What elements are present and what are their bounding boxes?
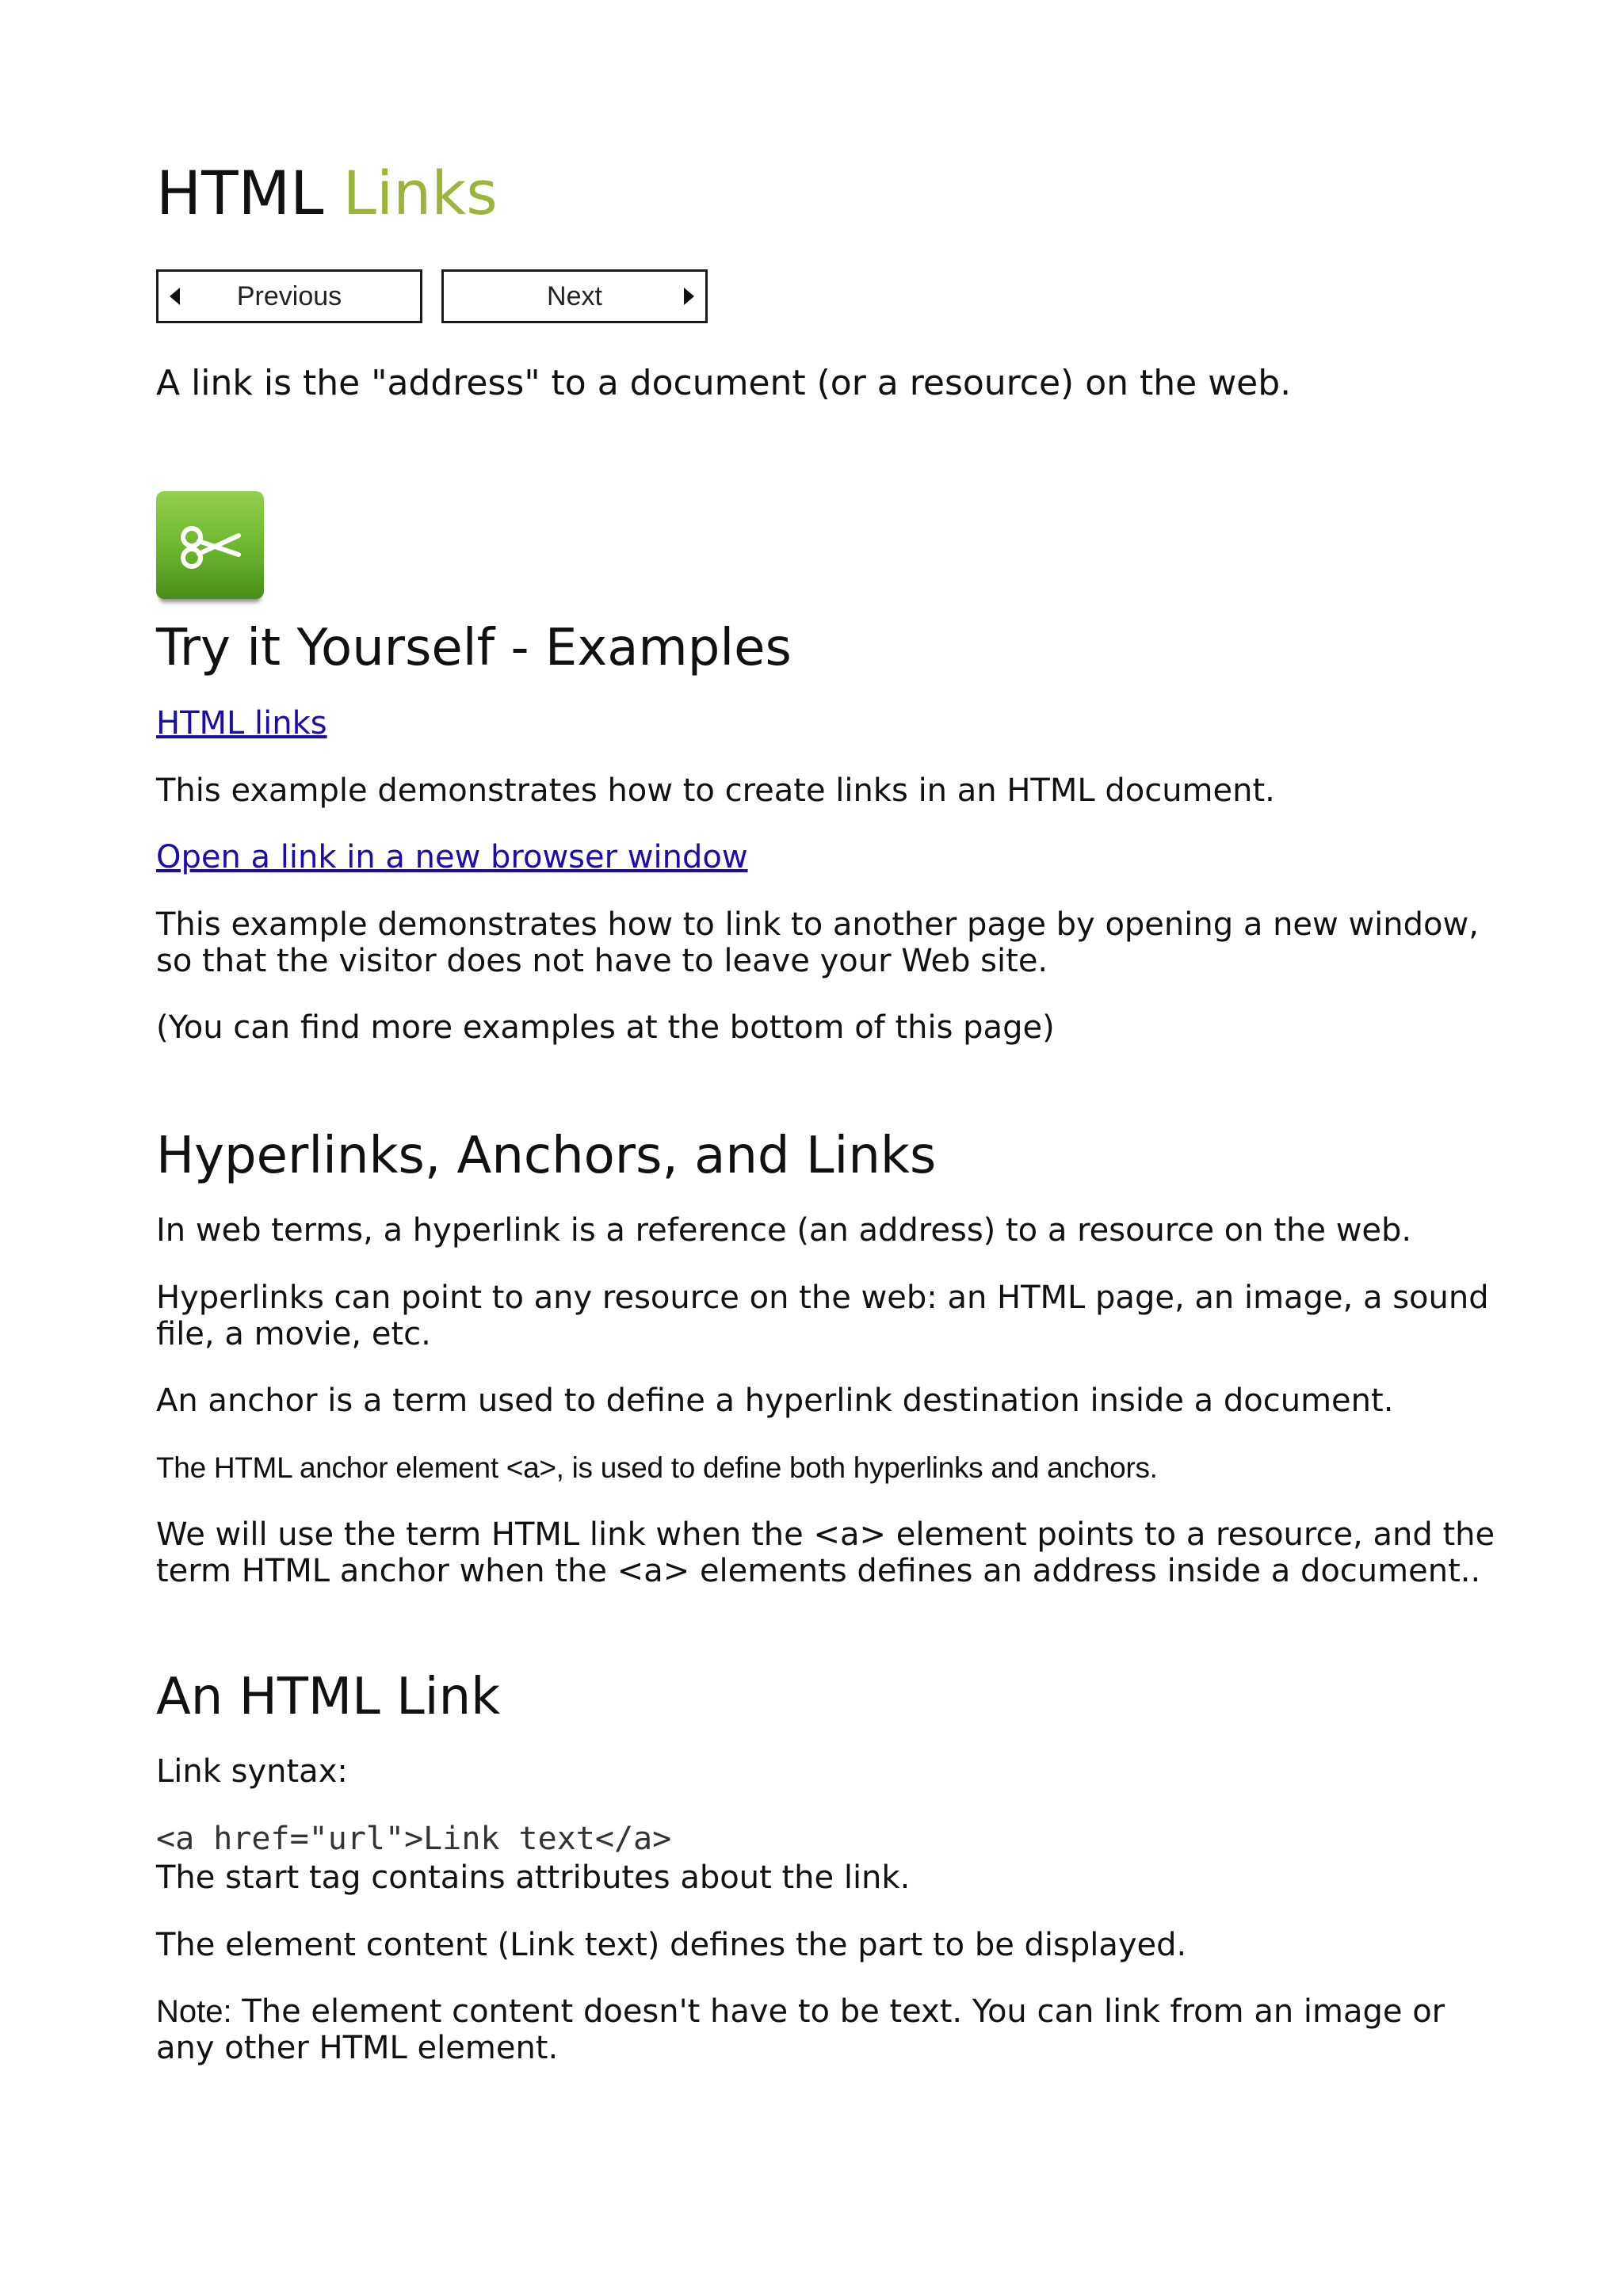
- example-link-row: [156, 705, 1495, 742]
- note-paragraph: [156, 1993, 1495, 2066]
- example-link-row: [156, 839, 1495, 875]
- examples-heading: Try it Yourself - Examples: [156, 619, 792, 677]
- anchor-definition: An anchor is a term used to define a hyperlink destination inside a document.: [156, 1383, 1394, 1419]
- note-label: Note:: [156, 1994, 232, 2029]
- hyperlinks-heading: Hyperlinks, Anchors, and Links: [156, 1127, 937, 1185]
- link-syntax-code: <a href="url">Link text</a>: [156, 1821, 672, 1857]
- page-title-main: HTML: [156, 158, 324, 228]
- hyperlink-definition: In web terms, a hyperlink is a reference (an address) to a resource on the web.: [156, 1212, 1412, 1249]
- example-desc-1: This example demonstrates how to create links in an HTML document.: [156, 772, 1275, 809]
- anchor-element-text: The HTML anchor element <a>, is used to define both hyperlinks and anchors.: [156, 1451, 1158, 1484]
- next-button-label: Next: [547, 280, 602, 311]
- page-title-accent: Links: [342, 158, 498, 228]
- page-title: [156, 155, 498, 231]
- intro-text: A link is the "address" to a document (or a resource) on the web.: [156, 363, 1292, 403]
- link-syntax-label: Link syntax:: [156, 1753, 348, 1790]
- arrow-right-icon: [684, 288, 694, 305]
- scissors-icon: [156, 491, 264, 599]
- note-text: The element content doesn't have to be text. You can link from an image or any other HTML element.: [156, 1993, 1445, 2066]
- html-links-link[interactable]: HTML links: [156, 705, 327, 742]
- hyperlink-targets: Hyperlinks can point to any resource on the web: an HTML page, an image, a sound file, a movie, etc.: [156, 1280, 1489, 1352]
- start-tag-text: The start tag contains attributes about the link.: [156, 1859, 911, 1896]
- new-window-link[interactable]: Open a link in a new browser window: [156, 839, 748, 875]
- next-button[interactable]: [441, 269, 708, 323]
- arrow-left-icon: [170, 288, 180, 305]
- previous-button-label: Previous: [236, 280, 342, 311]
- more-examples-note: (You can find more examples at the bottom of this page): [156, 1009, 1055, 1046]
- example-desc-2: This example demonstrates how to link to another page by opening a new window, so that the visitor does not have to leave your Web site.: [156, 906, 1479, 979]
- previous-button[interactable]: [156, 269, 422, 323]
- element-content-text: The element content (Link text) defines the part to be displayed.: [156, 1927, 1187, 1963]
- link-vs-anchor-text: We will use the term HTML link when the <a> element points to a resource, and the term HTML anchor when the <a> elements defines an address inside a document..: [156, 1516, 1495, 1589]
- html-link-heading: An HTML Link: [156, 1668, 501, 1726]
